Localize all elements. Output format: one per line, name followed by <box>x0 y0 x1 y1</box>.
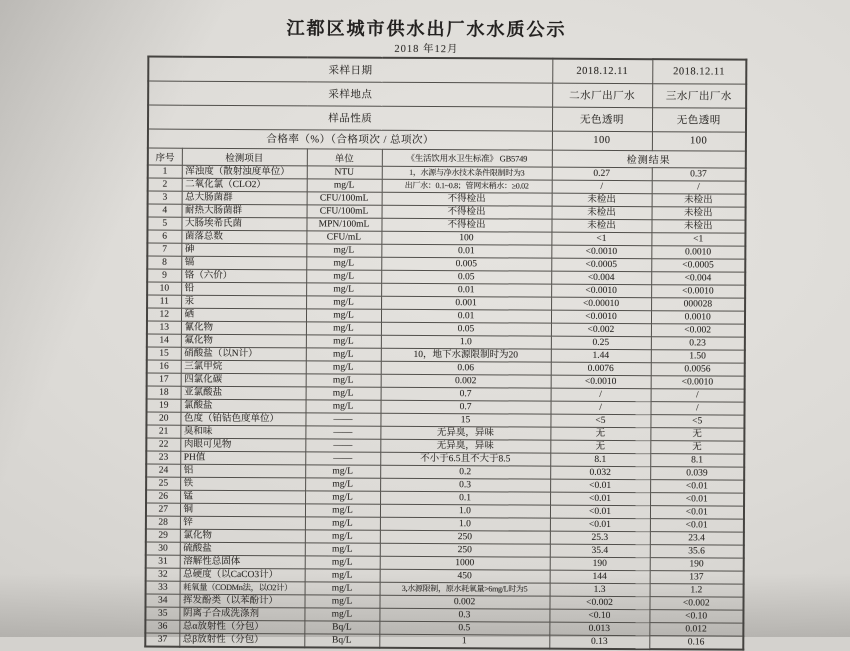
cell-unit: mg/L <box>304 594 379 607</box>
cell-seq: 15 <box>147 347 181 360</box>
cell-result-plant2: 25.3 <box>550 531 650 545</box>
info-label: 采样地点 <box>148 81 552 107</box>
cell-standard: 0.2 <box>380 465 550 479</box>
cell-result-plant2: 未检出 <box>551 219 651 233</box>
cell-result-plant2: 8.1 <box>550 453 650 467</box>
cell-standard: 250 <box>380 543 550 557</box>
cell-item: 氯化物 <box>180 529 305 543</box>
cell-standard: 无异臭，异味 <box>380 426 550 440</box>
cell-result-plant3: <0.0010 <box>651 284 745 297</box>
cell-result-plant3: 23.4 <box>650 531 744 544</box>
cell-result-plant2: / <box>551 401 651 415</box>
cell-item: 汞 <box>181 295 306 309</box>
cell-result-plant2: / <box>551 388 651 402</box>
cell-unit: CFU/100mL <box>307 204 382 217</box>
cell-result-plant2: 144 <box>550 570 650 584</box>
cell-seq: 26 <box>146 490 180 503</box>
cell-unit: mg/L <box>306 360 381 373</box>
cell-item: 臭和味 <box>180 425 305 439</box>
cell-result-plant3: / <box>651 401 745 414</box>
cell-result-plant2: 0.13 <box>549 635 649 649</box>
info-label: 合格率（%）（合格项次 / 总项次） <box>148 129 552 150</box>
cell-standard: 出厂水：0.1~0.8；管网末稍水：≥0.02 <box>382 179 552 193</box>
cell-result-plant3: 0.0010 <box>651 245 745 258</box>
cell-unit: mg/L <box>306 321 381 334</box>
cell-result-plant3: 1.2 <box>650 583 744 596</box>
info-value-plant3: 三水厂出厂水 <box>652 83 746 107</box>
cell-item: 氰化物 <box>181 321 306 335</box>
cell-item: 亚氯酸盐 <box>181 386 306 400</box>
cell-standard: 250 <box>380 530 550 544</box>
cell-unit: mg/L <box>306 399 381 412</box>
cell-result-plant2: 0.0076 <box>551 362 651 376</box>
cell-seq: 14 <box>147 334 181 347</box>
cell-item: 铁 <box>180 477 305 491</box>
cell-result-plant2: <0.01 <box>550 518 650 532</box>
cell-item: 二氧化氯（CLO2） <box>182 178 307 192</box>
cell-standard: 3,水源限制，原水耗氧量>6mg/L时为5 <box>380 582 550 596</box>
cell-unit: Bq/L <box>304 620 379 633</box>
cell-seq: 32 <box>146 568 180 581</box>
cell-item: 硒 <box>181 308 306 322</box>
cell-item: 铝 <box>180 464 305 478</box>
cell-standard: 0.01 <box>381 244 551 258</box>
cell-unit: Bq/L <box>304 633 379 647</box>
info-row-sampling-location <box>148 81 746 108</box>
cell-standard: 0.01 <box>381 309 551 323</box>
info-value-plant2: 100 <box>552 131 652 151</box>
cell-standard: 0.3 <box>380 478 550 492</box>
cell-result-plant3: <0.0010 <box>651 375 745 388</box>
cell-unit: mg/L <box>306 386 381 399</box>
cell-result-plant2: <0.002 <box>549 596 649 610</box>
cell-result-plant3: 000028 <box>651 297 745 310</box>
cell-item: 总α放射性（分包） <box>179 620 304 634</box>
cell-seq: 5 <box>147 217 181 230</box>
cell-standard: 0.7 <box>381 400 551 414</box>
cell-item: 肉眼可见物 <box>180 438 305 452</box>
cell-seq: 11 <box>147 295 181 308</box>
cell-item: 总大肠菌群 <box>182 191 307 205</box>
cell-result-plant3: 无 <box>650 427 744 440</box>
cell-seq: 17 <box>147 373 181 386</box>
cell-unit: CFU/mL <box>306 230 381 243</box>
col-header-unit: 单位 <box>307 148 382 165</box>
cell-result-plant2: 无 <box>550 427 650 441</box>
cell-unit: mg/L <box>305 581 380 594</box>
cell-seq: 13 <box>147 321 181 334</box>
cell-result-plant3: <0.0005 <box>651 258 745 271</box>
cell-standard: 1 <box>379 634 549 648</box>
cell-result-plant2: 1.3 <box>550 583 650 597</box>
cell-unit: mg/L <box>306 334 381 347</box>
cell-unit: —— <box>305 451 380 464</box>
cell-result-plant3: 0.039 <box>650 466 744 479</box>
cell-seq: 37 <box>145 633 179 647</box>
info-value-plant3: 100 <box>652 131 746 150</box>
cell-standard: 0.3 <box>379 608 549 622</box>
cell-result-plant3: <0.01 <box>650 492 744 505</box>
cell-result-plant3: <5 <box>650 414 744 427</box>
info-row-sampling-date <box>148 57 746 84</box>
cell-standard: 0.7 <box>381 387 551 401</box>
cell-result-plant3: 1.50 <box>651 349 745 362</box>
cell-seq: 12 <box>147 308 181 321</box>
cell-result-plant2: 0.032 <box>550 466 650 480</box>
cell-standard: 10，地下水源限制时为20 <box>381 348 551 362</box>
cell-unit: mg/L <box>306 282 381 295</box>
cell-seq: 25 <box>146 477 180 490</box>
cell-result-plant2: 190 <box>550 557 650 571</box>
info-rows <box>148 57 747 168</box>
cell-seq: 22 <box>146 438 180 451</box>
cell-seq: 6 <box>147 230 181 243</box>
cell-unit: mg/L <box>305 516 380 529</box>
results-tbody <box>145 165 746 650</box>
cell-result-plant3: <0.01 <box>650 505 744 518</box>
cell-result-plant2: <0.0010 <box>551 245 651 259</box>
cell-item: 硝酸盐（以N计） <box>181 347 306 361</box>
cell-unit: mg/L <box>306 256 381 269</box>
cell-result-plant2: <0.01 <box>550 492 650 506</box>
cell-seq: 4 <box>148 204 182 217</box>
cell-result-plant2: <0.00010 <box>551 297 651 311</box>
cell-result-plant3: <0.01 <box>650 479 744 492</box>
cell-unit: MPN/100mL <box>306 217 381 230</box>
cell-standard: 0.1 <box>380 491 550 505</box>
cell-unit: —— <box>305 412 380 425</box>
cell-result-plant2: 0.013 <box>549 622 649 636</box>
cell-seq: 33 <box>146 581 180 594</box>
cell-result-plant2: <5 <box>550 414 650 428</box>
cell-standard: 不得检出 <box>382 205 552 219</box>
cell-seq: 23 <box>146 451 180 464</box>
cell-item: 耐热大肠菌群 <box>182 204 307 218</box>
cell-unit: mg/L <box>307 178 382 191</box>
cell-item: 砷 <box>181 243 306 257</box>
cell-result-plant2: <0.10 <box>549 609 649 623</box>
cell-unit: mg/L <box>304 607 379 620</box>
cell-standard: 0.01 <box>381 283 551 297</box>
cell-result-plant2: 0.25 <box>551 336 651 350</box>
cell-unit: mg/L <box>305 529 380 542</box>
cell-seq: 2 <box>148 178 182 191</box>
cell-seq: 29 <box>146 529 180 542</box>
cell-item: 四氯化碳 <box>181 373 306 387</box>
info-value-plant3: 2018.12.11 <box>652 59 746 83</box>
col-header-item: 检测项目 <box>182 148 307 166</box>
cell-item: 锌 <box>180 516 305 530</box>
cell-unit: mg/L <box>306 269 381 282</box>
cell-unit: —— <box>305 438 380 451</box>
cell-result-plant3: 未检出 <box>652 206 746 219</box>
cell-item: 总β放射性（分包） <box>179 633 304 647</box>
table-row <box>145 633 743 650</box>
cell-seq: 1 <box>148 165 182 178</box>
cell-item: 硫酸盐 <box>180 542 305 556</box>
cell-seq: 28 <box>146 516 180 529</box>
info-value-plant2: 无色透明 <box>552 107 652 132</box>
cell-standard: 0.05 <box>381 270 551 284</box>
cell-unit: —— <box>305 425 380 438</box>
cell-result-plant3: 0.16 <box>649 635 743 649</box>
cell-result-plant2: 1.44 <box>551 349 651 363</box>
info-value-plant2: 2018.12.11 <box>552 59 652 84</box>
cell-result-plant2: <0.0005 <box>551 258 651 272</box>
cell-result-plant2: <0.0010 <box>551 284 651 298</box>
cell-unit: mg/L <box>306 308 381 321</box>
cell-result-plant2: 无 <box>550 440 650 454</box>
cell-result-plant3: <1 <box>651 232 745 245</box>
cell-result-plant2: <0.01 <box>550 479 650 493</box>
cell-result-plant3: <0.004 <box>651 271 745 284</box>
cell-result-plant2: <0.0010 <box>551 310 651 324</box>
cell-standard: 无异臭，异味 <box>380 439 550 453</box>
cell-seq: 30 <box>146 542 180 555</box>
cell-seq: 8 <box>147 256 181 269</box>
cell-item: 菌落总数 <box>181 230 306 244</box>
col-header-result: 检测结果 <box>552 150 746 168</box>
col-header-standard: 《生活饮用水卫生标准》 GB5749 <box>382 149 552 167</box>
cell-result-plant3: <0.002 <box>651 323 745 336</box>
cell-item: 氯酸盐 <box>181 399 306 413</box>
cell-item: 三氯甲烷 <box>181 360 306 374</box>
cell-item: 铜 <box>180 503 305 517</box>
cell-result-plant3: 0.0010 <box>651 310 745 323</box>
page-title: 江都区城市供水出厂水水质公示 <box>286 18 567 40</box>
cell-item: 锰 <box>180 490 305 504</box>
cell-result-plant3: 0.37 <box>652 167 746 180</box>
cell-result-plant2: 未检出 <box>552 193 652 207</box>
cell-item: 色度（铂钴色度单位） <box>180 412 305 426</box>
cell-unit: mg/L <box>306 243 381 256</box>
cell-unit: NTU <box>307 165 382 178</box>
cell-result-plant2: <1 <box>551 232 651 246</box>
cell-unit: mg/L <box>305 542 380 555</box>
cell-standard: 0.5 <box>379 621 549 635</box>
cell-unit: mg/L <box>306 295 381 308</box>
cell-seq: 9 <box>147 269 181 282</box>
info-value-plant2: 二水厂出厂水 <box>552 83 652 108</box>
cell-item: 挥发酚类（以苯酚计） <box>179 594 304 608</box>
cell-result-plant3: 未检出 <box>651 219 745 232</box>
cell-seq: 3 <box>148 191 182 204</box>
info-label: 样品性质 <box>148 105 552 131</box>
cell-unit: mg/L <box>306 347 381 360</box>
cell-seq: 24 <box>146 464 180 477</box>
cell-seq: 19 <box>147 399 181 412</box>
info-label: 采样日期 <box>148 57 552 83</box>
cell-result-plant2: <0.002 <box>551 323 651 337</box>
cell-item: 铬（六价） <box>181 269 306 283</box>
cell-item: 耗氧量（CODMn法，以O2计） <box>180 581 305 595</box>
cell-standard: 不小于6.5且不大于8.5 <box>380 452 550 466</box>
cell-unit: mg/L <box>306 373 381 386</box>
cell-result-plant2: <0.0010 <box>551 375 651 389</box>
cell-standard: 1.0 <box>380 517 550 531</box>
cell-unit: mg/L <box>305 503 380 516</box>
cell-seq: 35 <box>145 607 179 620</box>
cell-item: PH值 <box>180 451 305 465</box>
cell-result-plant3: <0.01 <box>650 518 744 531</box>
cell-item: 氟化物 <box>181 334 306 348</box>
cell-unit: CFU/100mL <box>307 191 382 204</box>
cell-item: 阴离子合成洗涤剂 <box>179 607 304 621</box>
cell-unit: mg/L <box>305 555 380 568</box>
cell-standard: 0.005 <box>381 257 551 271</box>
cell-seq: 10 <box>147 282 181 295</box>
page-subtitle: 2018 年12月 <box>394 43 459 56</box>
cell-standard: 450 <box>380 569 550 583</box>
cell-result-plant3: 190 <box>650 557 744 570</box>
cell-standard: 0.002 <box>379 595 549 609</box>
cell-seq: 16 <box>147 360 181 373</box>
info-value-plant3: 无色透明 <box>652 107 746 131</box>
cell-item: 溶解性总固体 <box>180 555 305 569</box>
cell-seq: 31 <box>146 555 180 568</box>
cell-seq: 7 <box>147 243 181 256</box>
cell-seq: 21 <box>146 425 180 438</box>
cell-result-plant2: 35.4 <box>550 544 650 558</box>
cell-result-plant3: / <box>651 388 745 401</box>
cell-unit: mg/L <box>305 568 380 581</box>
cell-standard: 1.0 <box>381 335 551 349</box>
cell-item: 浑浊度（散射浊度单位） <box>182 165 307 179</box>
cell-unit: mg/L <box>305 490 380 503</box>
cell-result-plant2: <0.01 <box>550 505 650 519</box>
cell-item: 铅 <box>181 282 306 296</box>
cell-unit: mg/L <box>305 464 380 477</box>
cell-standard: 0.05 <box>381 322 551 336</box>
cell-standard: 1，水源与净水技术条件限制时为3 <box>382 166 552 180</box>
cell-result-plant3: 未检出 <box>652 193 746 206</box>
cell-seq: 18 <box>147 386 181 399</box>
cell-result-plant2: / <box>552 180 652 194</box>
col-header-seq: 序号 <box>148 148 182 165</box>
cell-result-plant3: 8.1 <box>650 453 744 466</box>
cell-standard: 0.002 <box>381 374 551 388</box>
cell-result-plant3: 0.23 <box>651 336 745 349</box>
cell-standard: 0.06 <box>381 361 551 375</box>
cell-standard: 不得检出 <box>382 192 552 206</box>
cell-standard: 15 <box>380 413 550 427</box>
cell-standard: 1.0 <box>380 504 550 518</box>
cell-item: 镉 <box>181 256 306 270</box>
cell-seq: 36 <box>145 620 179 633</box>
cell-result-plant3: 0.012 <box>649 622 743 635</box>
cell-result-plant3: / <box>652 180 746 193</box>
cell-result-plant2: 0.27 <box>552 167 652 181</box>
cell-item: 总硬度（以CaCO3计） <box>180 568 305 582</box>
cell-result-plant2: 未检出 <box>552 206 652 220</box>
cell-unit: mg/L <box>305 477 380 490</box>
cell-item: 大肠埃希氏菌 <box>181 217 306 231</box>
cell-result-plant3: <0.10 <box>649 609 743 622</box>
cell-result-plant2: <0.004 <box>551 271 651 285</box>
cell-standard: 0.001 <box>381 296 551 310</box>
cell-seq: 34 <box>145 594 179 607</box>
cell-seq: 27 <box>146 503 180 516</box>
cell-standard: 1000 <box>380 556 550 570</box>
info-row-sample-nature <box>148 105 746 132</box>
cell-standard: 100 <box>381 231 551 245</box>
cell-result-plant3: 无 <box>650 440 744 453</box>
cell-result-plant3: 0.0056 <box>651 362 745 375</box>
cell-result-plant3: 137 <box>650 570 744 583</box>
cell-standard: 不得检出 <box>381 218 551 232</box>
cell-result-plant3: 35.6 <box>650 544 744 557</box>
water-quality-table <box>144 56 747 651</box>
cell-result-plant3: <0.002 <box>649 596 743 609</box>
cell-seq: 20 <box>146 412 180 425</box>
